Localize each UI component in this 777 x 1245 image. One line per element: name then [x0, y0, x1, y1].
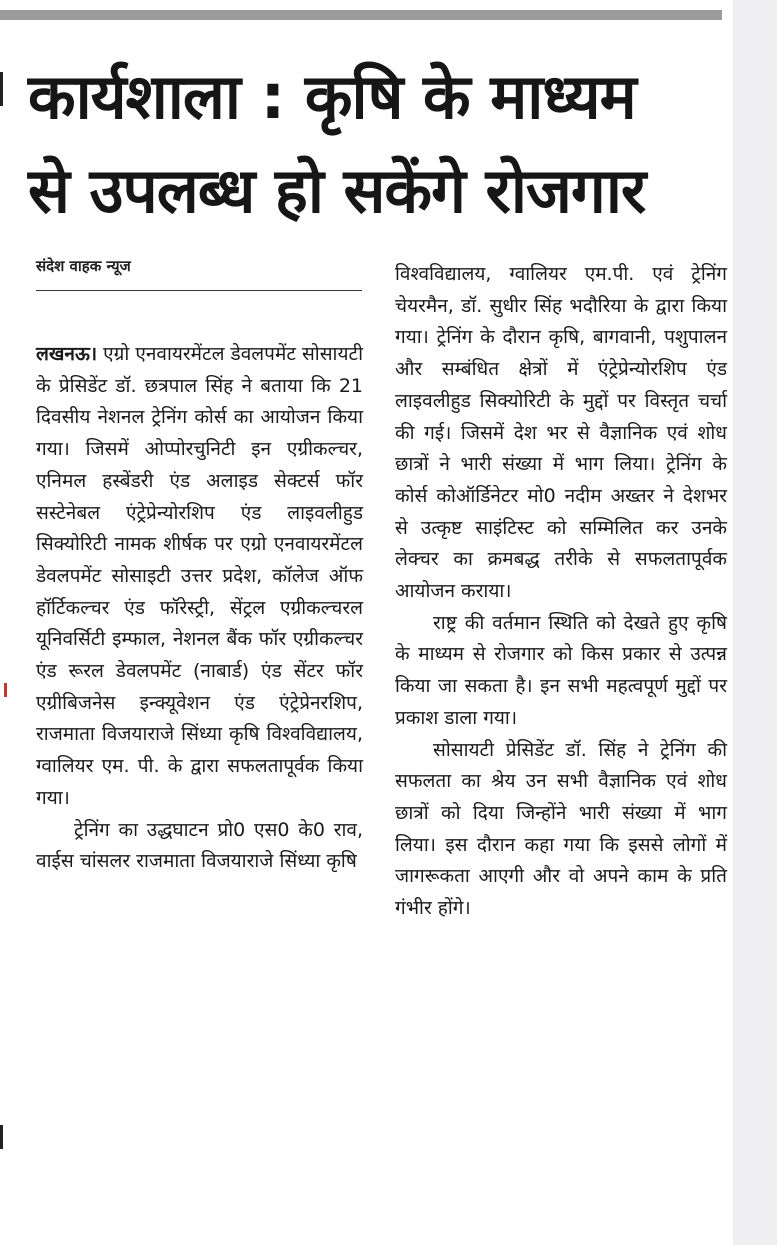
- headline-line-2: से उपलब्ध हो सकेंगे रोजगार: [28, 154, 646, 227]
- edge-mark: [0, 1125, 3, 1149]
- paragraph-1-text: एग्रो एनवायरमेंटल डेवलपमेंट सोसायटी के प्रेसिडेंट डॉ. छत्रपाल सिंह ने बताया कि 21 दिवसीय नेशनल ट्रेनिंग कोर्स का आयोजन किया गया। जिसमें ओप्पोरचुनिटी इन एग्रीकल्चर, एनिमल हस्बेंडरी एंड अलाइड सेक्टर्स फॉर सस्टेनेबल एंट्रेप्रेन्योरशिप एंड लाइवलीहुड सिक्योरिटी नामक शीर्षक पर एग्रो एनवायरमेंटल डेवलपमेंट सोसाइटी उत्तर प्रदेश, कॉलेज ऑफ हॉर्टिकल्चर एंड फॉरेस्ट्री, सेंट्रल एग्रीकल्चरल यूनिवर्सिटी इम्फाल, नेशनल बैंक फॉर एग्रीकल्चर एंड रूरल डेवलपमेंट (नाबार्ड) एंड सेंटर फॉर एग्रीबिजनेस इन्क्यूवेशन एंड एंट्रेप्रेनरशिप, राजमाता विजयाराजे सिंध्या कृषि विश्वविद्यालय, ग्वालियर एम. पी. के द्वारा सफलतापूर्वक किया गया।: [36, 343, 363, 809]
- article-paragraph-1: [36, 339, 363, 815]
- edge-mark: [0, 72, 3, 106]
- article-paragraph-2-continued: विश्वविद्यालय, ग्वालियर एम.पी. एवं ट्रेनिंग चेयरमैन, डॉ. सुधीर सिंह भदौरिया के द्वारा किया गया। ट्रेनिंग के दौरान कृषि, बागवानी, पशुपालन और सम्बंधित क्षेत्रों में एंट्रेप्रेन्योरशिप एंड लाइवलीहुड सिक्योरिटी के मुद्दों पर विस्तृत चर्चा की गई। जिसमें देश भर से वैज्ञानिक एवं शोध छात्रों ने भारी संख्या में भाग लिया। ट्रेनिंग के कोर्स कोऑर्डिनेटर मो0 नदीम अख्तर ने देशभर से उत्कृष्ट साइंटिस्ट को सम्मिलित कर उनके लेक्चर का क्रमबद्ध तरीके से सफलतापूर्वक आयोजन कराया।: [395, 263, 727, 603]
- top-gray-rule: [0, 10, 722, 20]
- byline: संदेश वाहक न्यूज: [36, 257, 131, 275]
- page-margin: [733, 0, 777, 1245]
- article-paragraph-2: ट्रेनिंग का उद्धघाटन प्रो0 एस0 के0 राव, वाईस चांसलर राजमाता विजयाराजे सिंध्या कृषि: [36, 818, 363, 873]
- byline-divider: [36, 290, 362, 291]
- edge-red-mark: [4, 683, 7, 697]
- headline-line-1: कार्यशाला : कृषि के माध्यम: [28, 60, 636, 133]
- article-column-left: [36, 339, 363, 878]
- article-column-right: [395, 259, 727, 925]
- article-paragraph-4: सोसायटी प्रेसिडेंट डॉ. सिंह ने ट्रेनिंग की सफलता का श्रेय उन सभी वैज्ञानिक एवं शोध छात्रों को दिया जिन्होंने भारी संख्या में भाग लिया। इस दौरान कहा गया कि इससे लोगों में जागरूकता आएगी और वो अपने काम के प्रति गंभीर होंगे।: [395, 738, 727, 920]
- article-paragraph-3: राष्ट्र की वर्तमान स्थिति को देखते हुए कृषि के माध्यम से रोजगार को किस प्रकार से उत्पन्न किया जा सकता है। इन सभी महत्वपूर्ण मुद्दों पर प्रकाश डाला गया।: [395, 611, 727, 729]
- headline: [28, 50, 728, 238]
- dateline: लखनऊ।: [36, 343, 98, 365]
